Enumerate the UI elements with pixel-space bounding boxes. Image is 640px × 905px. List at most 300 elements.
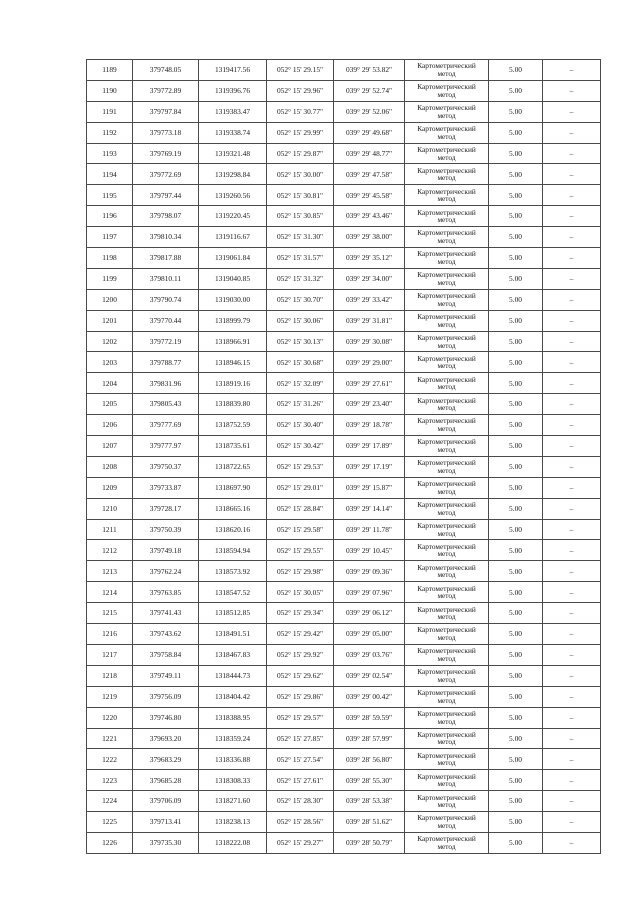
y-coordinate-cell: 1319061.84 bbox=[199, 248, 267, 269]
method-line-2: метод bbox=[437, 674, 456, 684]
point-number-cell: 1218 bbox=[87, 665, 133, 686]
accuracy-cell: 5.00 bbox=[489, 60, 543, 81]
point-number-cell: 1199 bbox=[87, 268, 133, 289]
x-coordinate-cell: 379773.18 bbox=[133, 122, 199, 143]
x-coordinate-cell: 379750.39 bbox=[133, 519, 199, 540]
x-coordinate-cell: 379693.20 bbox=[133, 728, 199, 749]
method-line-1: Картометрический bbox=[417, 458, 476, 468]
latitude-cell: 052° 15' 29.01" bbox=[267, 477, 334, 498]
accuracy-cell: 5.00 bbox=[489, 749, 543, 770]
method-line-2: метод bbox=[437, 549, 456, 559]
y-coordinate-cell: 1318444.73 bbox=[199, 665, 267, 686]
table-row bbox=[87, 331, 601, 352]
latitude-cell: 052° 15' 30.05" bbox=[267, 582, 334, 603]
table-row bbox=[87, 582, 601, 603]
longitude-cell: 039° 29' 48.77" bbox=[334, 143, 405, 164]
method-line-1: Картометрический bbox=[417, 750, 476, 760]
longitude-cell: 039° 29' 03.76" bbox=[334, 644, 405, 665]
accuracy-cell: 5.00 bbox=[489, 394, 543, 415]
note-cell: – bbox=[543, 352, 601, 373]
method-line-2: метод bbox=[437, 528, 456, 538]
y-coordinate-cell: 1318735.61 bbox=[199, 436, 267, 457]
table-row bbox=[87, 728, 601, 749]
longitude-cell: 039° 29' 15.87" bbox=[334, 477, 405, 498]
table-row bbox=[87, 206, 601, 227]
method-line-1: Картометрический bbox=[417, 291, 476, 301]
point-number-cell: 1222 bbox=[87, 749, 133, 770]
y-coordinate-cell: 1318594.94 bbox=[199, 540, 267, 561]
method-line-1: Картометрический bbox=[417, 312, 476, 322]
method-line-1: Картометрический bbox=[417, 437, 476, 447]
method-cell bbox=[405, 352, 489, 373]
accuracy-cell: 5.00 bbox=[489, 164, 543, 185]
point-number-cell: 1191 bbox=[87, 101, 133, 122]
x-coordinate-cell: 379777.69 bbox=[133, 415, 199, 436]
note-cell: – bbox=[543, 832, 601, 853]
x-coordinate-cell: 379748.05 bbox=[133, 60, 199, 81]
note-cell: – bbox=[543, 812, 601, 833]
y-coordinate-cell: 1318839.80 bbox=[199, 394, 267, 415]
latitude-cell: 052° 15' 30.00" bbox=[267, 164, 334, 185]
x-coordinate-cell: 379749.18 bbox=[133, 540, 199, 561]
longitude-cell: 039° 29' 18.78" bbox=[334, 415, 405, 436]
table-row bbox=[87, 394, 601, 415]
longitude-cell: 039° 29' 14.14" bbox=[334, 498, 405, 519]
method-cell bbox=[405, 185, 489, 206]
point-number-cell: 1214 bbox=[87, 582, 133, 603]
y-coordinate-cell: 1318467.83 bbox=[199, 644, 267, 665]
method-line-2: метод bbox=[437, 68, 456, 78]
note-cell: – bbox=[543, 373, 601, 394]
latitude-cell: 052° 15' 30.06" bbox=[267, 310, 334, 331]
note-cell: – bbox=[543, 603, 601, 624]
longitude-cell: 039° 29' 47.58" bbox=[334, 164, 405, 185]
method-cell bbox=[405, 248, 489, 269]
accuracy-cell: 5.00 bbox=[489, 582, 543, 603]
latitude-cell: 052° 15' 29.55" bbox=[267, 540, 334, 561]
longitude-cell: 039° 29' 23.40" bbox=[334, 394, 405, 415]
latitude-cell: 052° 15' 28.30" bbox=[267, 791, 334, 812]
accuracy-cell: 5.00 bbox=[489, 791, 543, 812]
x-coordinate-cell: 379798.07 bbox=[133, 206, 199, 227]
longitude-cell: 039° 29' 34.00" bbox=[334, 268, 405, 289]
accuracy-cell: 5.00 bbox=[489, 352, 543, 373]
y-coordinate-cell: 1318547.52 bbox=[199, 582, 267, 603]
method-line-1: Картометрический bbox=[417, 249, 476, 259]
x-coordinate-cell: 379805.43 bbox=[133, 394, 199, 415]
point-number-cell: 1226 bbox=[87, 832, 133, 853]
accuracy-cell: 5.00 bbox=[489, 185, 543, 206]
x-coordinate-cell: 379817.88 bbox=[133, 248, 199, 269]
method-line-2: метод bbox=[437, 256, 456, 266]
method-line-2: метод bbox=[437, 507, 456, 517]
longitude-cell: 039° 28' 51.62" bbox=[334, 812, 405, 833]
method-line-1: Картометрический bbox=[417, 771, 476, 781]
note-cell: – bbox=[543, 101, 601, 122]
note-cell: – bbox=[543, 122, 601, 143]
accuracy-cell: 5.00 bbox=[489, 770, 543, 791]
x-coordinate-cell: 379756.09 bbox=[133, 686, 199, 707]
table-row bbox=[87, 164, 601, 185]
method-line-1: Картометрический bbox=[417, 165, 476, 175]
note-cell: – bbox=[543, 686, 601, 707]
method-line-1: Картометрический bbox=[417, 813, 476, 823]
latitude-cell: 052° 15' 31.57" bbox=[267, 248, 334, 269]
accuracy-cell: 5.00 bbox=[489, 80, 543, 101]
x-coordinate-cell: 379749.11 bbox=[133, 665, 199, 686]
method-line-1: Картометрический bbox=[417, 103, 476, 113]
method-cell bbox=[405, 812, 489, 833]
longitude-cell: 039° 29' 38.00" bbox=[334, 227, 405, 248]
table-row bbox=[87, 122, 601, 143]
accuracy-cell: 5.00 bbox=[489, 310, 543, 331]
point-number-cell: 1216 bbox=[87, 624, 133, 645]
note-cell: – bbox=[543, 749, 601, 770]
method-line-2: метод bbox=[437, 465, 456, 475]
point-number-cell: 1200 bbox=[87, 289, 133, 310]
point-number-cell: 1223 bbox=[87, 770, 133, 791]
y-coordinate-cell: 1319338.74 bbox=[199, 122, 267, 143]
longitude-cell: 039° 28' 57.99" bbox=[334, 728, 405, 749]
coordinates-table-body bbox=[87, 60, 601, 854]
note-cell: – bbox=[543, 519, 601, 540]
method-line-2: метод bbox=[437, 612, 456, 622]
method-cell bbox=[405, 686, 489, 707]
longitude-cell: 039° 29' 52.74" bbox=[334, 80, 405, 101]
x-coordinate-cell: 379770.44 bbox=[133, 310, 199, 331]
longitude-cell: 039° 29' 52.06" bbox=[334, 101, 405, 122]
note-cell: – bbox=[543, 60, 601, 81]
method-cell bbox=[405, 415, 489, 436]
latitude-cell: 052° 15' 30.85" bbox=[267, 206, 334, 227]
accuracy-cell: 5.00 bbox=[489, 498, 543, 519]
x-coordinate-cell: 379831.96 bbox=[133, 373, 199, 394]
method-line-1: Картометрический bbox=[417, 541, 476, 551]
y-coordinate-cell: 1318308.33 bbox=[199, 770, 267, 791]
x-coordinate-cell: 379743.62 bbox=[133, 624, 199, 645]
method-line-1: Картометрический bbox=[417, 646, 476, 656]
method-cell bbox=[405, 60, 489, 81]
method-line-2: метод bbox=[437, 444, 456, 454]
method-line-1: Картометрический bbox=[417, 353, 476, 363]
note-cell: – bbox=[543, 456, 601, 477]
coordinates-table bbox=[86, 59, 601, 854]
point-number-cell: 1206 bbox=[87, 415, 133, 436]
method-line-1: Картометрический bbox=[417, 562, 476, 572]
note-cell: – bbox=[543, 331, 601, 352]
note-cell: – bbox=[543, 644, 601, 665]
note-cell: – bbox=[543, 582, 601, 603]
latitude-cell: 052° 15' 29.57" bbox=[267, 707, 334, 728]
longitude-cell: 039° 29' 11.78" bbox=[334, 519, 405, 540]
table-row bbox=[87, 248, 601, 269]
y-coordinate-cell: 1318946.15 bbox=[199, 352, 267, 373]
latitude-cell: 052° 15' 32.09" bbox=[267, 373, 334, 394]
x-coordinate-cell: 379769.19 bbox=[133, 143, 199, 164]
method-line-2: метод bbox=[437, 758, 456, 768]
latitude-cell: 052° 15' 29.87" bbox=[267, 143, 334, 164]
method-cell bbox=[405, 436, 489, 457]
accuracy-cell: 5.00 bbox=[489, 143, 543, 164]
longitude-cell: 039° 29' 07.96" bbox=[334, 582, 405, 603]
latitude-cell: 052° 15' 27.54" bbox=[267, 749, 334, 770]
longitude-cell: 039° 29' 02.54" bbox=[334, 665, 405, 686]
method-line-1: Картометрический bbox=[417, 186, 476, 196]
point-number-cell: 1207 bbox=[87, 436, 133, 457]
y-coordinate-cell: 1318404.42 bbox=[199, 686, 267, 707]
y-coordinate-cell: 1318512.85 bbox=[199, 603, 267, 624]
method-line-2: метод bbox=[437, 194, 456, 204]
y-coordinate-cell: 1318359.24 bbox=[199, 728, 267, 749]
y-coordinate-cell: 1318222.08 bbox=[199, 832, 267, 853]
table-row bbox=[87, 80, 601, 101]
method-line-1: Картометрический bbox=[417, 688, 476, 698]
note-cell: – bbox=[543, 561, 601, 582]
latitude-cell: 052° 15' 30.13" bbox=[267, 331, 334, 352]
point-number-cell: 1224 bbox=[87, 791, 133, 812]
note-cell: – bbox=[543, 289, 601, 310]
y-coordinate-cell: 1319260.56 bbox=[199, 185, 267, 206]
method-line-1: Картометрический bbox=[417, 583, 476, 593]
y-coordinate-cell: 1318999.79 bbox=[199, 310, 267, 331]
method-line-1: Картометрический bbox=[417, 729, 476, 739]
accuracy-cell: 5.00 bbox=[489, 206, 543, 227]
method-cell bbox=[405, 791, 489, 812]
method-cell bbox=[405, 101, 489, 122]
point-number-cell: 1219 bbox=[87, 686, 133, 707]
latitude-cell: 052° 15' 30.77" bbox=[267, 101, 334, 122]
latitude-cell: 052° 15' 29.98" bbox=[267, 561, 334, 582]
accuracy-cell: 5.00 bbox=[489, 728, 543, 749]
x-coordinate-cell: 379788.77 bbox=[133, 352, 199, 373]
point-number-cell: 1202 bbox=[87, 331, 133, 352]
y-coordinate-cell: 1318722.65 bbox=[199, 456, 267, 477]
method-cell bbox=[405, 477, 489, 498]
point-number-cell: 1217 bbox=[87, 644, 133, 665]
table-row bbox=[87, 352, 601, 373]
accuracy-cell: 5.00 bbox=[489, 373, 543, 394]
x-coordinate-cell: 379810.11 bbox=[133, 268, 199, 289]
y-coordinate-cell: 1319040.85 bbox=[199, 268, 267, 289]
method-cell bbox=[405, 373, 489, 394]
longitude-cell: 039° 29' 05.00" bbox=[334, 624, 405, 645]
latitude-cell: 052° 15' 29.86" bbox=[267, 686, 334, 707]
accuracy-cell: 5.00 bbox=[489, 644, 543, 665]
note-cell: – bbox=[543, 498, 601, 519]
latitude-cell: 052° 15' 30.40" bbox=[267, 415, 334, 436]
y-coordinate-cell: 1318966.91 bbox=[199, 331, 267, 352]
note-cell: – bbox=[543, 185, 601, 206]
note-cell: – bbox=[543, 415, 601, 436]
accuracy-cell: 5.00 bbox=[489, 561, 543, 582]
method-line-2: метод bbox=[437, 653, 456, 663]
method-cell bbox=[405, 122, 489, 143]
method-line-2: метод bbox=[437, 361, 456, 371]
method-line-2: метод bbox=[437, 319, 456, 329]
method-line-1: Картометрический bbox=[417, 332, 476, 342]
latitude-cell: 052° 15' 29.99" bbox=[267, 122, 334, 143]
method-line-1: Картометрический bbox=[417, 228, 476, 238]
longitude-cell: 039° 29' 00.42" bbox=[334, 686, 405, 707]
method-line-1: Картометрический bbox=[417, 520, 476, 530]
accuracy-cell: 5.00 bbox=[489, 415, 543, 436]
x-coordinate-cell: 379733.87 bbox=[133, 477, 199, 498]
method-line-2: метод bbox=[437, 695, 456, 705]
longitude-cell: 039° 29' 17.19" bbox=[334, 456, 405, 477]
method-cell bbox=[405, 644, 489, 665]
accuracy-cell: 5.00 bbox=[489, 812, 543, 833]
method-cell bbox=[405, 206, 489, 227]
note-cell: – bbox=[543, 770, 601, 791]
point-number-cell: 1193 bbox=[87, 143, 133, 164]
method-line-2: метод bbox=[437, 821, 456, 830]
x-coordinate-cell: 379772.19 bbox=[133, 331, 199, 352]
table-row bbox=[87, 561, 601, 582]
longitude-cell: 039° 29' 33.42" bbox=[334, 289, 405, 310]
y-coordinate-cell: 1318388.95 bbox=[199, 707, 267, 728]
latitude-cell: 052° 15' 29.96" bbox=[267, 80, 334, 101]
accuracy-cell: 5.00 bbox=[489, 248, 543, 269]
method-line-1: Картометрический bbox=[417, 479, 476, 489]
y-coordinate-cell: 1318271.60 bbox=[199, 791, 267, 812]
accuracy-cell: 5.00 bbox=[489, 707, 543, 728]
note-cell: – bbox=[543, 624, 601, 645]
note-cell: – bbox=[543, 728, 601, 749]
accuracy-cell: 5.00 bbox=[489, 519, 543, 540]
method-line-1: Картометрический bbox=[417, 374, 476, 384]
method-cell bbox=[405, 519, 489, 540]
method-cell bbox=[405, 561, 489, 582]
method-line-2: метод bbox=[437, 215, 456, 225]
note-cell: – bbox=[543, 477, 601, 498]
method-line-1: Картометрический bbox=[417, 395, 476, 405]
note-cell: – bbox=[543, 268, 601, 289]
method-line-2: метод bbox=[437, 89, 456, 99]
table-row bbox=[87, 770, 601, 791]
method-cell bbox=[405, 394, 489, 415]
point-number-cell: 1196 bbox=[87, 206, 133, 227]
table-row bbox=[87, 60, 601, 81]
y-coordinate-cell: 1318752.59 bbox=[199, 415, 267, 436]
x-coordinate-cell: 379797.44 bbox=[133, 185, 199, 206]
table-row bbox=[87, 143, 601, 164]
latitude-cell: 052° 15' 27.85" bbox=[267, 728, 334, 749]
note-cell: – bbox=[543, 80, 601, 101]
latitude-cell: 052° 15' 27.61" bbox=[267, 770, 334, 791]
method-line-2: метод bbox=[437, 779, 456, 789]
point-number-cell: 1204 bbox=[87, 373, 133, 394]
longitude-cell: 039° 29' 29.00" bbox=[334, 352, 405, 373]
latitude-cell: 052° 15' 29.92" bbox=[267, 644, 334, 665]
latitude-cell: 052° 15' 31.32" bbox=[267, 268, 334, 289]
longitude-cell: 039° 28' 55.30" bbox=[334, 770, 405, 791]
point-number-cell: 1205 bbox=[87, 394, 133, 415]
method-line-2: метод bbox=[437, 131, 456, 141]
method-line-2: метод bbox=[437, 424, 456, 434]
x-coordinate-cell: 379706.09 bbox=[133, 791, 199, 812]
point-number-cell: 1189 bbox=[87, 60, 133, 81]
point-number-cell: 1211 bbox=[87, 519, 133, 540]
method-line-2: метод bbox=[437, 173, 456, 183]
note-cell: – bbox=[543, 143, 601, 164]
method-line-2: метод bbox=[437, 632, 456, 642]
table-row bbox=[87, 665, 601, 686]
table-row bbox=[87, 644, 601, 665]
note-cell: – bbox=[543, 227, 601, 248]
point-number-cell: 1197 bbox=[87, 227, 133, 248]
x-coordinate-cell: 379810.34 bbox=[133, 227, 199, 248]
x-coordinate-cell: 379763.85 bbox=[133, 582, 199, 603]
x-coordinate-cell: 379750.37 bbox=[133, 456, 199, 477]
latitude-cell: 052° 15' 28.56" bbox=[267, 812, 334, 833]
longitude-cell: 039° 29' 10.45" bbox=[334, 540, 405, 561]
method-line-2: метод bbox=[437, 236, 456, 246]
table-row bbox=[87, 498, 601, 519]
method-line-2: метод bbox=[437, 737, 456, 747]
note-cell: – bbox=[543, 206, 601, 227]
accuracy-cell: 5.00 bbox=[489, 436, 543, 457]
method-cell bbox=[405, 498, 489, 519]
longitude-cell: 039° 29' 09.36" bbox=[334, 561, 405, 582]
table-row bbox=[87, 456, 601, 477]
table-row bbox=[87, 477, 601, 498]
y-coordinate-cell: 1319298.84 bbox=[199, 164, 267, 185]
latitude-cell: 052° 15' 30.70" bbox=[267, 289, 334, 310]
latitude-cell: 052° 15' 28.84" bbox=[267, 498, 334, 519]
method-line-1: Картометрический bbox=[417, 207, 476, 217]
longitude-cell: 039° 29' 45.58" bbox=[334, 185, 405, 206]
method-line-1: Картометрический bbox=[417, 708, 476, 718]
method-cell bbox=[405, 707, 489, 728]
point-number-cell: 1208 bbox=[87, 456, 133, 477]
note-cell: – bbox=[543, 540, 601, 561]
method-line-2: метод bbox=[437, 110, 456, 120]
longitude-cell: 039° 29' 17.89" bbox=[334, 436, 405, 457]
latitude-cell: 052° 15' 29.62" bbox=[267, 665, 334, 686]
point-number-cell: 1203 bbox=[87, 352, 133, 373]
table-row bbox=[87, 415, 601, 436]
point-number-cell: 1213 bbox=[87, 561, 133, 582]
accuracy-cell: 5.00 bbox=[489, 686, 543, 707]
accuracy-cell: 5.00 bbox=[489, 665, 543, 686]
accuracy-cell: 5.00 bbox=[489, 456, 543, 477]
accuracy-cell: 5.00 bbox=[489, 477, 543, 498]
y-coordinate-cell: 1319417.56 bbox=[199, 60, 267, 81]
longitude-cell: 039° 28' 53.38" bbox=[334, 791, 405, 812]
accuracy-cell: 5.00 bbox=[489, 227, 543, 248]
latitude-cell: 052° 15' 30.81" bbox=[267, 185, 334, 206]
method-cell bbox=[405, 770, 489, 791]
note-cell: – bbox=[543, 164, 601, 185]
y-coordinate-cell: 1318919.16 bbox=[199, 373, 267, 394]
accuracy-cell: 5.00 bbox=[489, 101, 543, 122]
method-line-2: метод bbox=[437, 277, 456, 287]
point-number-cell: 1194 bbox=[87, 164, 133, 185]
latitude-cell: 052° 15' 29.27" bbox=[267, 832, 334, 853]
method-line-2: метод bbox=[437, 382, 456, 392]
longitude-cell: 039° 28' 59.59" bbox=[334, 707, 405, 728]
method-line-2: метод bbox=[437, 570, 456, 580]
latitude-cell: 052° 15' 29.58" bbox=[267, 519, 334, 540]
point-number-cell: 1225 bbox=[87, 812, 133, 833]
method-line-1: Картометрический bbox=[417, 834, 476, 844]
accuracy-cell: 5.00 bbox=[489, 268, 543, 289]
note-cell: – bbox=[543, 436, 601, 457]
y-coordinate-cell: 1318697.90 bbox=[199, 477, 267, 498]
y-coordinate-cell: 1318238.13 bbox=[199, 812, 267, 833]
method-line-1: Картометрический bbox=[417, 604, 476, 614]
table-row bbox=[87, 268, 601, 289]
